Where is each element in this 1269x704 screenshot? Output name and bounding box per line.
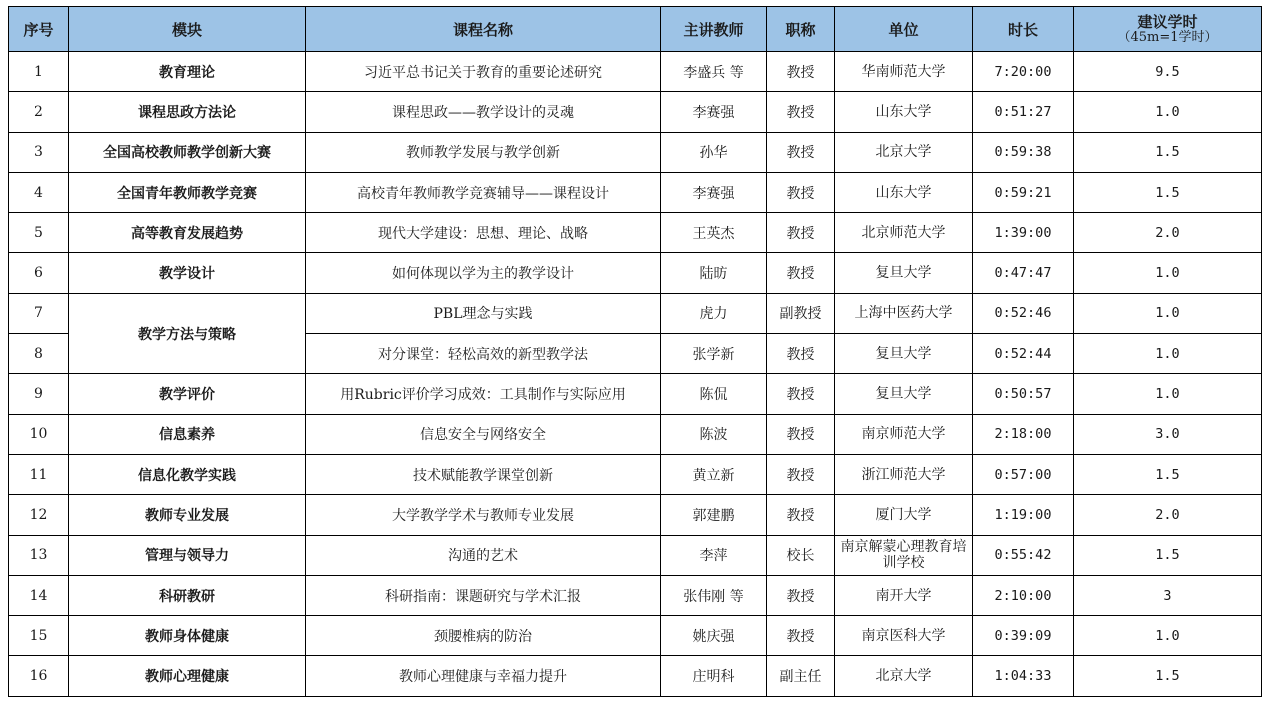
cell-seq: 10 [9, 414, 69, 454]
cell-course: 用Rubric评价学习成效：工具制作与实际应用 [306, 374, 661, 414]
cell-module: 教师身体健康 [69, 616, 306, 656]
cell-course: 教师心理健康与幸福力提升 [306, 656, 661, 696]
cell-teacher: 郭建鹏 [661, 495, 767, 535]
cell-title: 教授 [767, 414, 835, 454]
table-row [9, 293, 1262, 333]
cell-title: 教授 [767, 334, 835, 374]
cell-teacher: 张学新 [661, 334, 767, 374]
cell-course: 习近平总书记关于教育的重要论述研究 [306, 52, 661, 92]
cell-seq: 14 [9, 575, 69, 615]
header-title: 职称 [767, 7, 835, 52]
cell-unit: 华南师范大学 [835, 52, 973, 92]
cell-seq: 15 [9, 616, 69, 656]
cell-module: 科研教研 [69, 575, 306, 615]
cell-unit: 南京师范大学 [835, 414, 973, 454]
table-row [9, 575, 1262, 615]
table-row [9, 454, 1262, 494]
cell-unit: 上海中医药大学 [835, 293, 973, 333]
cell-hours: 1.0 [1074, 374, 1262, 414]
table-row [9, 495, 1262, 535]
cell-teacher: 陈侃 [661, 374, 767, 414]
cell-teacher: 王英杰 [661, 213, 767, 253]
cell-unit: 浙江师范大学 [835, 454, 973, 494]
table-row [9, 172, 1262, 212]
table-row [9, 414, 1262, 454]
cell-course: 大学教学学术与教师专业发展 [306, 495, 661, 535]
cell-teacher: 陈波 [661, 414, 767, 454]
cell-unit: 复旦大学 [835, 253, 973, 293]
cell-seq: 1 [9, 52, 69, 92]
cell-teacher: 姚庆强 [661, 616, 767, 656]
cell-teacher: 庄明科 [661, 656, 767, 696]
cell-duration: 0:59:38 [973, 132, 1074, 172]
cell-title: 教授 [767, 132, 835, 172]
cell-module: 教育理论 [69, 52, 306, 92]
cell-duration: 7:20:00 [973, 52, 1074, 92]
cell-teacher: 虎力 [661, 293, 767, 333]
cell-title: 教授 [767, 454, 835, 494]
header-seq: 序号 [9, 7, 69, 52]
cell-duration: 1:39:00 [973, 213, 1074, 253]
cell-course: 对分课堂：轻松高效的新型教学法 [306, 334, 661, 374]
cell-module: 教学设计 [69, 253, 306, 293]
cell-unit: 南京解蒙心理教育培训学校 [835, 535, 973, 575]
cell-seq: 12 [9, 495, 69, 535]
cell-module: 高等教育发展趋势 [69, 213, 306, 253]
cell-duration: 2:18:00 [973, 414, 1074, 454]
cell-course: PBL理念与实践 [306, 293, 661, 333]
cell-teacher: 李赛强 [661, 172, 767, 212]
cell-unit: 北京大学 [835, 656, 973, 696]
cell-seq: 9 [9, 374, 69, 414]
cell-course: 信息安全与网络安全 [306, 414, 661, 454]
cell-hours: 1.5 [1074, 132, 1262, 172]
cell-teacher: 陆昉 [661, 253, 767, 293]
cell-unit: 复旦大学 [835, 334, 973, 374]
cell-module: 管理与领导力 [69, 535, 306, 575]
cell-duration: 0:50:57 [973, 374, 1074, 414]
cell-module: 信息素养 [69, 414, 306, 454]
cell-duration: 0:39:09 [973, 616, 1074, 656]
cell-module: 全国高校教师教学创新大赛 [69, 132, 306, 172]
cell-course: 教师教学发展与教学创新 [306, 132, 661, 172]
cell-unit: 北京师范大学 [835, 213, 973, 253]
table-row [9, 656, 1262, 696]
cell-duration: 0:47:47 [973, 253, 1074, 293]
course-table [8, 6, 1262, 697]
cell-title: 教授 [767, 495, 835, 535]
cell-unit: 南京医科大学 [835, 616, 973, 656]
cell-teacher: 张伟刚 等 [661, 575, 767, 615]
cell-title: 教授 [767, 616, 835, 656]
header-row [9, 7, 1262, 52]
table-row [9, 92, 1262, 132]
header-hours-label: 建议学时 [1137, 12, 1198, 31]
cell-module: 全国青年教师教学竞赛 [69, 172, 306, 212]
cell-seq: 8 [9, 334, 69, 374]
cell-unit: 南开大学 [835, 575, 973, 615]
cell-hours: 9.5 [1074, 52, 1262, 92]
cell-unit: 北京大学 [835, 132, 973, 172]
cell-hours: 2.0 [1074, 213, 1262, 253]
cell-module: 信息化教学实践 [69, 454, 306, 494]
cell-seq: 4 [9, 172, 69, 212]
cell-duration: 0:52:44 [973, 334, 1074, 374]
cell-unit: 复旦大学 [835, 374, 973, 414]
cell-seq: 16 [9, 656, 69, 696]
cell-duration: 0:55:42 [973, 535, 1074, 575]
cell-seq: 5 [9, 213, 69, 253]
header-duration: 时长 [973, 7, 1074, 52]
cell-duration: 2:10:00 [973, 575, 1074, 615]
cell-title: 教授 [767, 213, 835, 253]
cell-title: 教授 [767, 575, 835, 615]
header-module: 模块 [69, 7, 306, 52]
header-course: 课程名称 [306, 7, 661, 52]
cell-seq: 11 [9, 454, 69, 494]
cell-duration: 1:04:33 [973, 656, 1074, 696]
cell-hours: 1.5 [1074, 454, 1262, 494]
cell-teacher: 孙华 [661, 132, 767, 172]
cell-duration: 0:51:27 [973, 92, 1074, 132]
cell-title: 校长 [767, 535, 835, 575]
cell-hours: 1.0 [1074, 92, 1262, 132]
cell-seq: 6 [9, 253, 69, 293]
table-row [9, 132, 1262, 172]
header-hours-note: （45m=1学时） [1117, 29, 1218, 45]
table-row [9, 52, 1262, 92]
cell-hours: 3.0 [1074, 414, 1262, 454]
cell-course: 高校青年教师教学竞赛辅导——课程设计 [306, 172, 661, 212]
cell-hours: 3 [1074, 575, 1262, 615]
header-unit: 单位 [835, 7, 973, 52]
cell-unit: 山东大学 [835, 172, 973, 212]
cell-teacher: 李萍 [661, 535, 767, 575]
cell-hours: 1.5 [1074, 535, 1262, 575]
cell-unit: 山东大学 [835, 92, 973, 132]
cell-hours: 1.5 [1074, 656, 1262, 696]
cell-teacher: 李盛兵 等 [661, 52, 767, 92]
cell-hours: 1.0 [1074, 616, 1262, 656]
cell-teacher: 李赛强 [661, 92, 767, 132]
cell-hours: 1.0 [1074, 334, 1262, 374]
table-row [9, 253, 1262, 293]
cell-duration: 1:19:00 [973, 495, 1074, 535]
cell-teacher: 黄立新 [661, 454, 767, 494]
header-hours [1074, 7, 1262, 52]
cell-course: 颈腰椎病的防治 [306, 616, 661, 656]
cell-duration: 0:52:46 [973, 293, 1074, 333]
cell-seq: 13 [9, 535, 69, 575]
cell-hours: 2.0 [1074, 495, 1262, 535]
cell-title: 教授 [767, 52, 835, 92]
cell-course: 沟通的艺术 [306, 535, 661, 575]
cell-hours: 1.0 [1074, 293, 1262, 333]
cell-seq: 7 [9, 293, 69, 333]
table-row [9, 374, 1262, 414]
cell-duration: 0:59:21 [973, 172, 1074, 212]
cell-course: 如何体现以学为主的教学设计 [306, 253, 661, 293]
cell-module: 教学评价 [69, 374, 306, 414]
cell-title: 教授 [767, 374, 835, 414]
cell-seq: 2 [9, 92, 69, 132]
table-row [9, 213, 1262, 253]
cell-title: 教授 [767, 172, 835, 212]
cell-course: 现代大学建设：思想、理论、战略 [306, 213, 661, 253]
cell-course: 课程思政——教学设计的灵魂 [306, 92, 661, 132]
cell-title: 副教授 [767, 293, 835, 333]
cell-module: 课程思政方法论 [69, 92, 306, 132]
header-teacher: 主讲教师 [661, 7, 767, 52]
cell-unit: 厦门大学 [835, 495, 973, 535]
cell-title: 教授 [767, 92, 835, 132]
cell-hours: 1.5 [1074, 172, 1262, 212]
cell-title: 教授 [767, 253, 835, 293]
table-row [9, 616, 1262, 656]
cell-module: 教学方法与策略 [69, 293, 306, 374]
cell-module: 教师心理健康 [69, 656, 306, 696]
cell-module: 教师专业发展 [69, 495, 306, 535]
table-row [9, 535, 1262, 575]
cell-course: 技术赋能教学课堂创新 [306, 454, 661, 494]
cell-hours: 1.0 [1074, 253, 1262, 293]
cell-duration: 0:57:00 [973, 454, 1074, 494]
cell-title: 副主任 [767, 656, 835, 696]
cell-seq: 3 [9, 132, 69, 172]
cell-course: 科研指南：课题研究与学术汇报 [306, 575, 661, 615]
